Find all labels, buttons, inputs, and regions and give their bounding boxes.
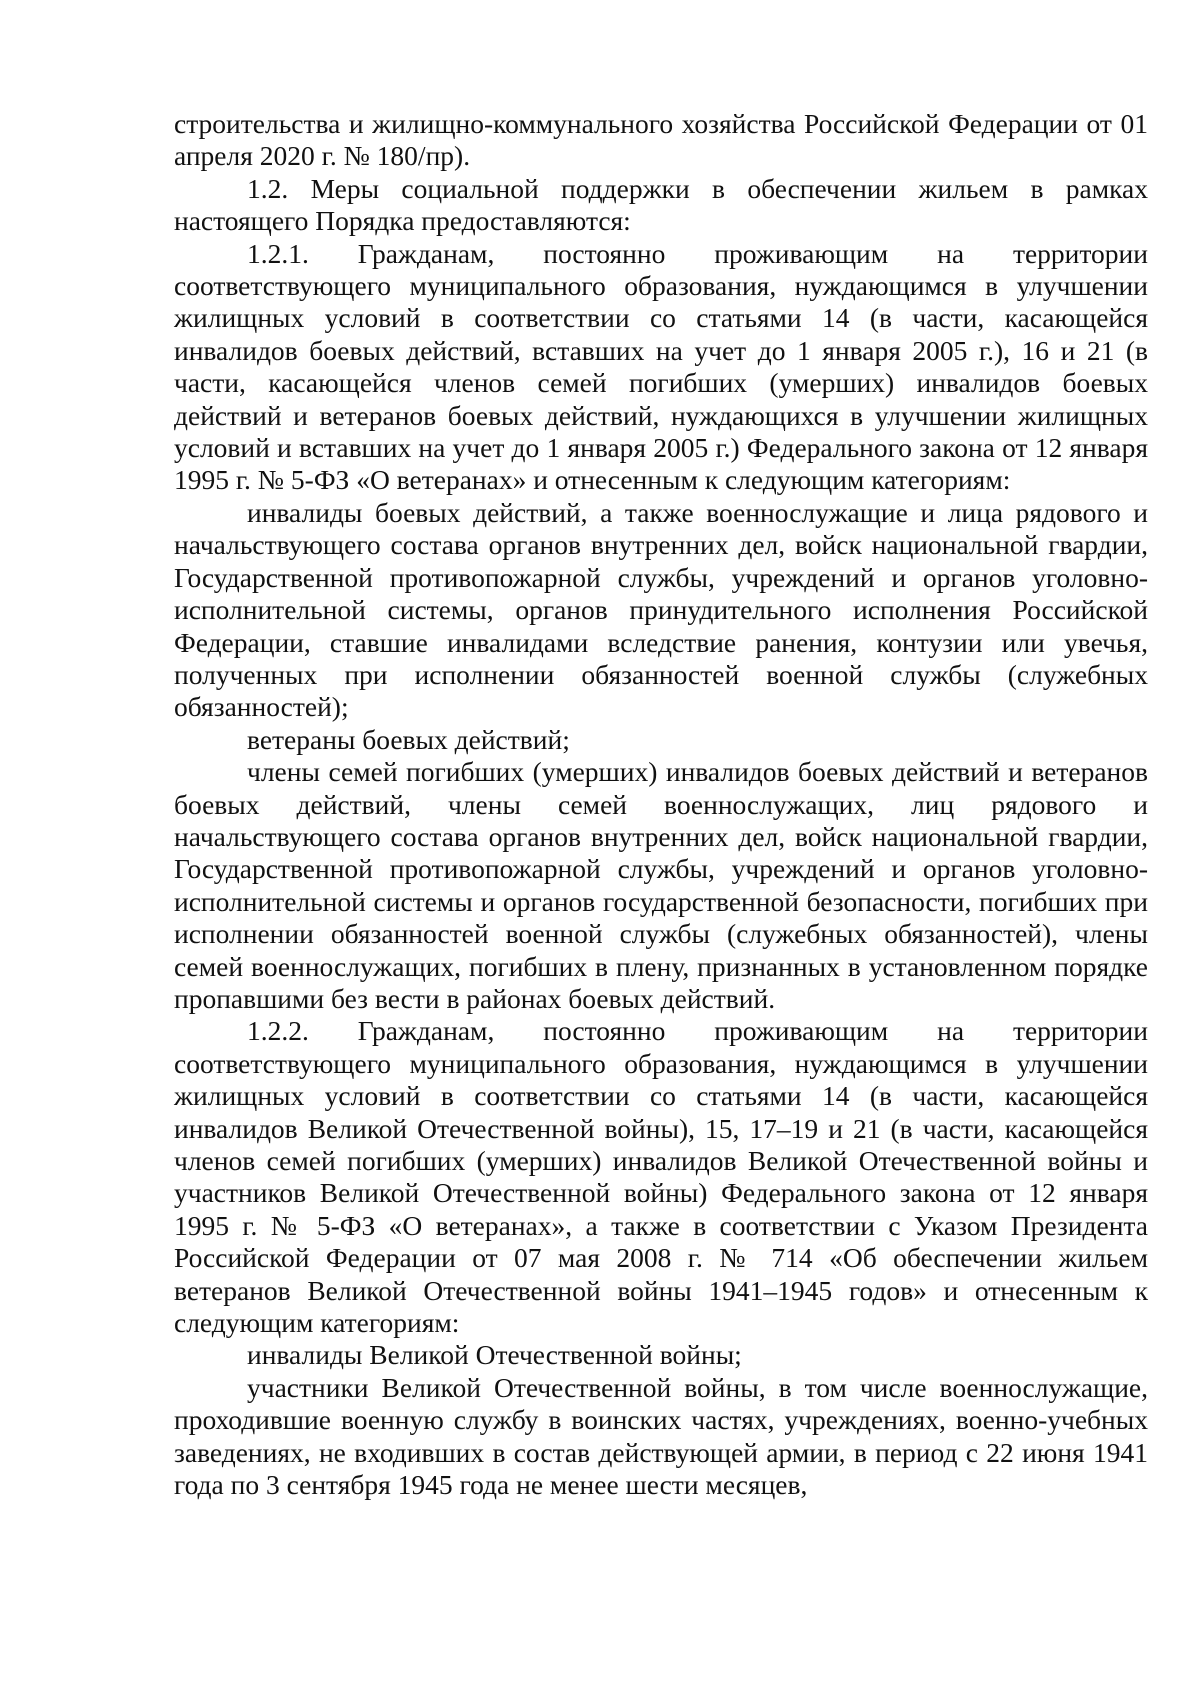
paragraph-1-2-2: 1.2.2. Гражданам, постоянно проживающим на территории соответствующего муниципального образования, нуждающимся в улучшении жилищных условий в соответствии со статьями 14 (в части, касающейся инвалидов Великой Отечественной войны), 15, 17–19 и 21 (в части, касающейся членов семей погибших (умерших) инвалидов Великой Отечественной войны и участников Великой Отечественной войны) Федерального закона от 12 января 1995 г. № 5-ФЗ «О ветеранах», а также в соответствии с Указом Президента Российской Федерации от 07 мая 2008 г. № 714 «Об обеспечении жильем ветеранов Великой Отечественной войны 1941–1945 годов» и отнесенным к следующим категориям:: [174, 1015, 1148, 1339]
paragraph-1-2: 1.2. Меры социальной поддержки в обеспечении жильем в рамках настоящего Порядка предоставляются:: [174, 172, 1148, 237]
paragraph-war-participants: участники Великой Отечественной войны, в том числе военнослужащие, проходившие военную службу в воинских частях, учреждениях, военно-учебных заведениях, не входивших в состав действующей армии, в период с 22 июня 1941 года по 3 сентября 1945 года не менее шести месяцев,: [174, 1371, 1148, 1501]
paragraph-war-invalids: инвалиды Великой Отечественной войны;: [247, 1339, 742, 1371]
paragraph-1-2-1: 1.2.1. Гражданам, постоянно проживающим на территории соответствующего муниципального образования, нуждающимся в улучшении жилищных условий в соответствии со статьями 14 (в части, касающейся инвалидов боевых действий, вставших на учет до 1 января 2005 г.), 16 и 21 (в части, касающейся членов семей погибших (умерших) инвалидов боевых действий и ветеранов боевых действий, нуждающихся в улучшении жилищных условий и вставших на учет до 1 января 2005 г.) Федерального закона от 12 января 1995 г. № 5-ФЗ «О ветеранах» и отнесенным к следующим категориям:: [174, 237, 1148, 496]
paragraph-combat-invalids: инвалиды боевых действий, а также военнослужащие и лица рядового и начальствующего состава органов внутренних дел, войск национальной гвардии, Государственной противопожарной службы, учреждений и органов уголовно-исполнительной системы, органов принудительного исполнения Российской Федерации, ставшие инвалидами вследствие ранения, контузии или увечья, полученных при исполнении обязанностей военной службы (служебных обязанностей);: [174, 496, 1148, 723]
paragraph-combat-veterans: ветераны боевых действий;: [247, 723, 570, 755]
paragraph-decree-reference: строительства и жилищно-коммунального хозяйства Российской Федерации от 01 апреля 2020 г. № 180/пр).: [174, 108, 1148, 172]
paragraph-family-members: члены семей погибших (умерших) инвалидов боевых действий и ветеранов боевых действий, члены семей военнослужащих, лиц рядового и начальствующего состава органов внутренних дел, войск национальной гвардии, Государственной противопожарной службы, учреждений и органов уголовно-исполнительной системы и органов государственной безопасности, погибших при исполнении обязанностей военной службы (служебных обязанностей), члены семей военнослужащих, погибших в плену, признанных в установленном порядке пропавшими без вести в районах боевых действий.: [174, 756, 1148, 1014]
document-page: [174, 108, 1148, 1501]
